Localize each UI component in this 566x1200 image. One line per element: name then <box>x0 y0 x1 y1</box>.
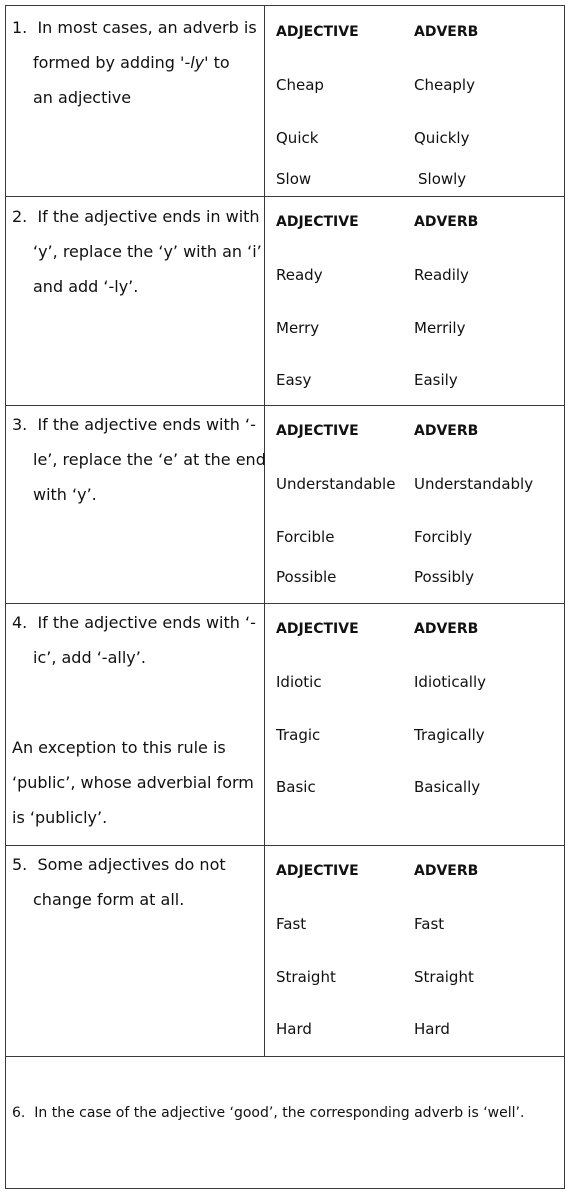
adverb-word: Basically <box>414 778 481 796</box>
table-border-bottom <box>5 1188 565 1189</box>
adverb-word: Forcibly <box>414 528 473 546</box>
rule-text: 2. If the adjective ends in with <box>12 207 260 226</box>
rule-text: 3. If the adjective ends with ‘- <box>12 415 256 434</box>
rule-text-line <box>33 882 184 917</box>
column-header-adverb: ADVERB <box>414 621 479 637</box>
row-divider <box>5 196 565 197</box>
adjective-word: Basic <box>276 778 316 796</box>
column-header-adjective: ADJECTIVE <box>276 863 359 879</box>
table-border-right <box>564 5 565 1189</box>
adjective-word: Ready <box>276 266 323 284</box>
rule-text: ic’, add ‘-ally’. <box>33 648 146 667</box>
table-border-top <box>5 5 565 6</box>
column-header-adverb: ADVERB <box>414 423 479 439</box>
adverb-word: Idiotically <box>414 673 486 691</box>
adjective-word: Cheap <box>276 76 324 94</box>
adverb-word: Merrily <box>414 319 466 337</box>
column-header-adverb: ADVERB <box>414 214 479 230</box>
adverb-word: Possibly <box>414 568 475 586</box>
exception-text-line: An exception to this rule is <box>12 738 226 757</box>
rule-text: 1. In most cases, an adverb is <box>12 18 257 37</box>
rule-text: with ‘y’. <box>33 485 97 504</box>
row-divider <box>5 405 565 406</box>
column-header-adjective: ADJECTIVE <box>276 24 359 40</box>
column-header-adverb: ADVERB <box>414 24 479 40</box>
rule-text-line <box>33 269 138 304</box>
column-header-adjective: ADJECTIVE <box>276 621 359 637</box>
adjective-word: Quick <box>276 129 319 147</box>
rule-text-line <box>12 199 260 234</box>
column-divider <box>264 5 265 1057</box>
rule-text-line <box>12 10 257 45</box>
adjective-word: Straight <box>276 968 336 986</box>
rule-text: 5. Some adjectives do not <box>12 855 226 874</box>
adverb-word: Cheaply <box>414 76 475 94</box>
row-divider <box>5 845 565 846</box>
adjective-word: Slow <box>276 170 312 188</box>
adverb-word: Understandably <box>414 475 534 493</box>
adjective-word: Easy <box>276 371 312 389</box>
adjective-word: Tragic <box>276 726 321 744</box>
column-header-adverb: ADVERB <box>414 863 479 879</box>
rule-text: 4. If the adjective ends with ‘- <box>12 613 256 632</box>
rule-text: and add ‘-ly’. <box>33 277 139 296</box>
rule-text: le’, replace the ‘e’ at the end <box>33 450 266 469</box>
adjective-word: Possible <box>276 568 337 586</box>
exception-text-line: is ‘publicly’. <box>12 808 108 827</box>
column-header-adjective: ADJECTIVE <box>276 214 359 230</box>
adverb-word: Tragically <box>414 726 485 744</box>
rule-text-line <box>33 80 131 115</box>
rule-text: formed by adding <box>33 53 181 72</box>
adjective-word: Understandable <box>276 475 396 493</box>
rule-text-line <box>33 477 97 512</box>
adverb-word: Hard <box>414 1020 450 1038</box>
row-divider <box>5 1056 565 1057</box>
rule-text-line <box>33 234 262 269</box>
rule-text-line <box>33 45 230 80</box>
adverb-word: Easily <box>414 371 458 389</box>
adverb-word: Quickly <box>414 129 470 147</box>
adjective-word: Hard <box>276 1020 312 1038</box>
adverb-word: Readily <box>414 266 469 284</box>
rule-text-line <box>33 640 146 675</box>
adjective-word: Fast <box>276 915 307 933</box>
rule-text: to <box>208 53 230 72</box>
adjective-word: Idiotic <box>276 673 322 691</box>
rule-text-line <box>12 605 256 640</box>
row-divider <box>5 603 565 604</box>
rule-text: change form at all. <box>33 890 185 909</box>
rule-text: ‘y’, replace the ‘y’ with an ‘i’ <box>33 242 262 261</box>
footer-note: 6. In the case of the adjective ‘good’, the corresponding adverb is ‘well’. <box>12 1105 525 1121</box>
rule-text: an adjective <box>33 88 132 107</box>
adverb-word: Fast <box>414 915 445 933</box>
rule-text-line <box>12 407 256 442</box>
exception-text-line: ‘public’, whose adverbial form <box>12 773 254 792</box>
table-border-left <box>5 5 6 1189</box>
column-header-adjective: ADJECTIVE <box>276 423 359 439</box>
adjective-word: Forcible <box>276 528 335 546</box>
adjective-word: Merry <box>276 319 320 337</box>
adverb-word: Slowly <box>418 170 467 188</box>
rule-text-line <box>33 442 266 477</box>
suffix-example: '-ly' <box>180 53 209 72</box>
rule-text-line <box>12 847 226 882</box>
adverb-word: Straight <box>414 968 474 986</box>
